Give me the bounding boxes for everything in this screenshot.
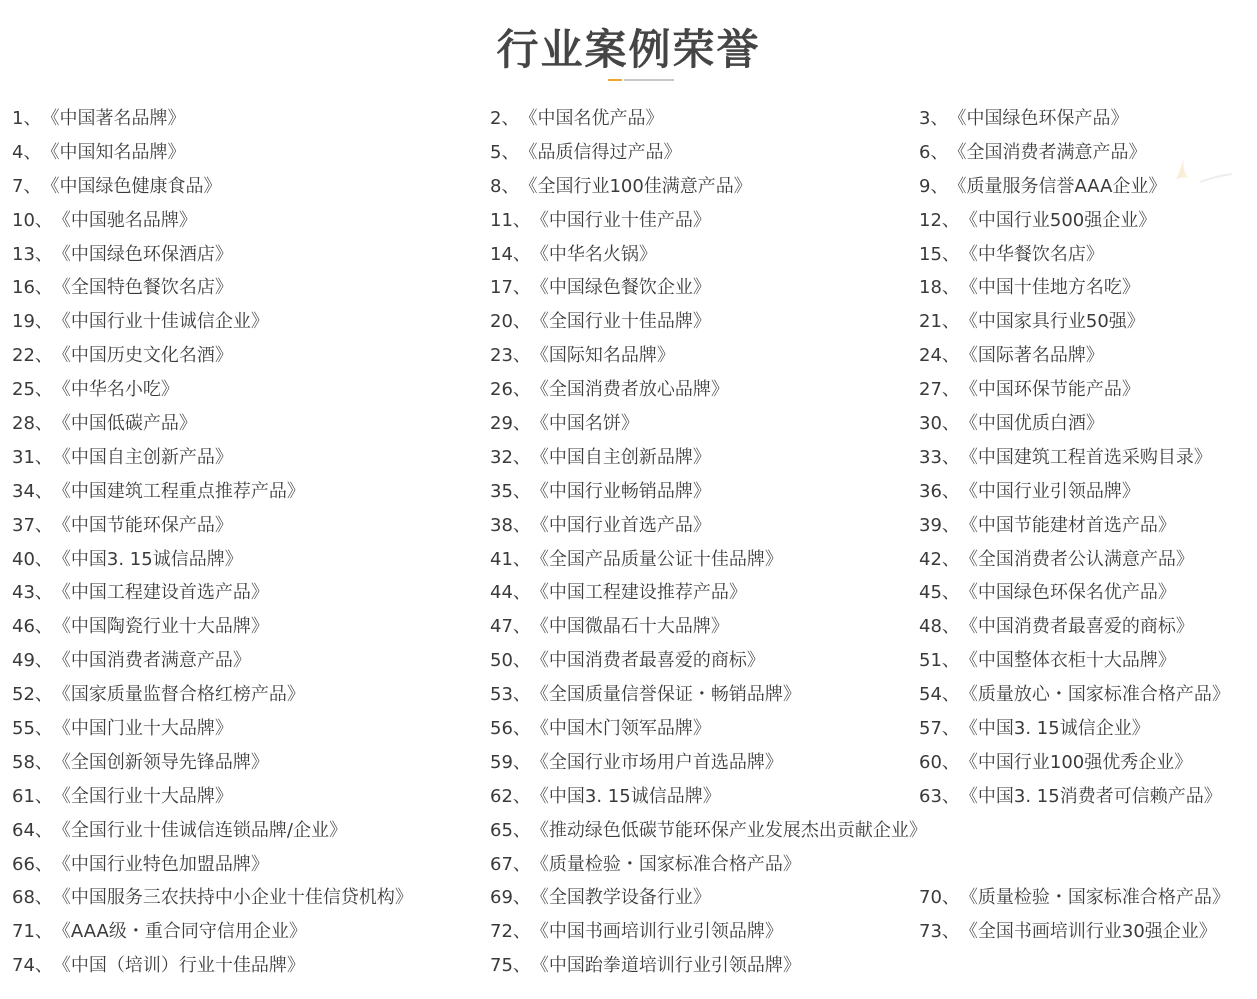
honor-name: 《中国工程建设首选产品》 bbox=[52, 582, 269, 604]
honor-item bbox=[919, 339, 1104, 373]
honor-name: 《中国3. 15诚信企业》 bbox=[959, 718, 1150, 740]
honor-item bbox=[490, 678, 801, 712]
honor-item bbox=[919, 576, 1176, 610]
honor-row bbox=[12, 848, 1257, 882]
honor-number: 21、 bbox=[919, 311, 960, 333]
honor-item bbox=[490, 746, 783, 780]
honor-name: 《中国知名品牌》 bbox=[41, 141, 186, 163]
honor-name: 《中国建筑工程首选采购目录》 bbox=[959, 446, 1212, 468]
honor-name: 《国际知名品牌》 bbox=[530, 345, 675, 367]
honor-name: 《全国行业100佳满意产品》 bbox=[519, 175, 752, 197]
honor-number: 64、 bbox=[12, 819, 53, 841]
honor-item bbox=[490, 949, 801, 983]
honor-name: 《中国跆拳道培训行业引领品牌》 bbox=[530, 955, 801, 977]
honor-number: 67、 bbox=[490, 853, 531, 875]
honor-name: 《中国绿色环保产品》 bbox=[948, 108, 1129, 129]
honor-item bbox=[12, 373, 179, 407]
honor-name: 《全国特色餐饮名店》 bbox=[52, 277, 233, 299]
honor-item bbox=[12, 475, 305, 509]
honor-number: 57、 bbox=[919, 718, 960, 740]
honor-name: 《中国工程建设推荐产品》 bbox=[530, 582, 747, 604]
honor-name: 《中国名饼》 bbox=[530, 413, 639, 435]
honor-name: 《全国行业市场用户首选品牌》 bbox=[530, 751, 783, 773]
honor-number: 31、 bbox=[12, 446, 53, 468]
honor-number: 70、 bbox=[919, 887, 960, 909]
honor-name: 《中国自主创新产品》 bbox=[52, 446, 233, 468]
honor-number: 12、 bbox=[919, 209, 960, 231]
honor-number: 35、 bbox=[490, 480, 531, 502]
honor-row bbox=[12, 102, 1257, 136]
honor-number: 62、 bbox=[490, 785, 531, 807]
honor-number: 45、 bbox=[919, 582, 960, 604]
honor-name: 《国家质量监督合格红榜产品》 bbox=[52, 684, 305, 706]
honor-item bbox=[919, 475, 1140, 509]
honor-name: 《中国木门领军品牌》 bbox=[530, 718, 711, 740]
honor-item bbox=[919, 441, 1212, 475]
honor-row bbox=[12, 644, 1257, 678]
honor-name: 《中国整体衣柜十大品牌》 bbox=[959, 650, 1176, 672]
honor-number: 42、 bbox=[919, 548, 960, 570]
honor-item bbox=[919, 136, 1146, 170]
honor-number: 4、 bbox=[12, 141, 42, 163]
honor-item bbox=[12, 848, 269, 882]
honor-number: 53、 bbox=[490, 684, 531, 706]
honor-number: 59、 bbox=[490, 751, 531, 773]
honor-item bbox=[490, 441, 711, 475]
honor-row bbox=[12, 915, 1257, 949]
honor-item bbox=[490, 610, 729, 644]
honor-row bbox=[12, 170, 1257, 204]
honor-item bbox=[490, 712, 711, 746]
honor-row bbox=[12, 949, 1257, 983]
honor-row bbox=[12, 712, 1257, 746]
honor-number: 69、 bbox=[490, 887, 531, 909]
honor-name: 《AAA级・重合同守信用企业》 bbox=[52, 921, 307, 943]
honor-item bbox=[12, 305, 269, 339]
honor-number: 34、 bbox=[12, 480, 53, 502]
honor-number: 40、 bbox=[12, 548, 53, 570]
honor-name: 《中国绿色环保酒店》 bbox=[52, 243, 233, 265]
honor-number: 72、 bbox=[490, 921, 531, 943]
honor-name: 《中国自主创新品牌》 bbox=[530, 446, 711, 468]
honor-item bbox=[919, 204, 1156, 238]
honor-name: 《中国（培训）行业十佳品牌》 bbox=[52, 955, 305, 977]
honor-item bbox=[12, 881, 413, 915]
honor-item bbox=[12, 509, 233, 543]
honor-number: 8、 bbox=[490, 175, 520, 197]
honor-row bbox=[12, 407, 1257, 441]
honor-item bbox=[490, 848, 801, 882]
honor-number: 30、 bbox=[919, 413, 960, 435]
honor-number: 50、 bbox=[490, 650, 531, 672]
honor-name: 《全国消费者放心品牌》 bbox=[530, 379, 729, 401]
honor-name: 《中国行业引领品牌》 bbox=[959, 480, 1140, 502]
honor-name: 《品质信得过产品》 bbox=[519, 141, 682, 163]
honor-item bbox=[490, 407, 639, 441]
honor-item bbox=[919, 915, 1217, 949]
honor-name: 《中国行业十佳诚信企业》 bbox=[52, 311, 269, 333]
honor-number: 6、 bbox=[919, 141, 949, 163]
honor-item bbox=[12, 712, 233, 746]
honor-name: 《质量放心・国家标准合格产品》 bbox=[959, 684, 1230, 706]
honor-name: 《中国行业畅销品牌》 bbox=[530, 480, 711, 502]
honor-name: 《中国行业100强优秀企业》 bbox=[959, 751, 1193, 773]
honor-item bbox=[919, 780, 1222, 814]
honor-number: 32、 bbox=[490, 446, 531, 468]
honor-number: 55、 bbox=[12, 718, 53, 740]
honor-name: 《中国3. 15诚信品牌》 bbox=[52, 548, 243, 570]
honor-number: 60、 bbox=[919, 751, 960, 773]
honor-number: 9、 bbox=[919, 175, 949, 197]
honor-number: 74、 bbox=[12, 955, 53, 977]
honor-number: 16、 bbox=[12, 277, 53, 299]
honor-name: 《质量检验・国家标准合格产品》 bbox=[959, 887, 1230, 909]
honor-number: 17、 bbox=[490, 277, 531, 299]
honor-item bbox=[490, 339, 675, 373]
honor-item bbox=[12, 136, 185, 170]
honor-number: 58、 bbox=[12, 751, 53, 773]
honor-number: 24、 bbox=[919, 345, 960, 367]
honor-item bbox=[919, 881, 1230, 915]
honor-number: 37、 bbox=[12, 514, 53, 536]
honor-number: 43、 bbox=[12, 582, 53, 604]
honor-name: 《中国家具行业50强》 bbox=[959, 311, 1145, 333]
honor-name: 《中国行业500强企业》 bbox=[959, 209, 1157, 231]
honor-item bbox=[12, 204, 197, 238]
honor-item bbox=[490, 576, 747, 610]
honor-number: 26、 bbox=[490, 379, 531, 401]
honor-row bbox=[12, 610, 1257, 644]
honor-item bbox=[12, 543, 243, 577]
honor-name: 《中华名火锅》 bbox=[530, 243, 657, 265]
honor-row bbox=[12, 238, 1257, 272]
honor-row bbox=[12, 204, 1257, 238]
honor-name: 《全国消费者满意产品》 bbox=[948, 141, 1147, 163]
honor-item bbox=[12, 678, 305, 712]
honor-item bbox=[490, 373, 729, 407]
honor-name: 《全国创新领导先锋品牌》 bbox=[52, 751, 269, 773]
honor-number: 2、 bbox=[490, 108, 520, 129]
honor-name: 《推动绿色低碳节能环保产业发展杰出贡献企业》 bbox=[530, 819, 927, 841]
honor-number: 27、 bbox=[919, 379, 960, 401]
honor-item bbox=[919, 407, 1104, 441]
honor-name: 《质量服务信誉AAA企业》 bbox=[948, 175, 1167, 197]
honor-name: 《中国陶瓷行业十大品牌》 bbox=[52, 616, 269, 638]
honor-name: 《全国行业十佳诚信连锁品牌/企业》 bbox=[52, 819, 347, 841]
honor-item bbox=[12, 271, 233, 305]
honor-number: 3、 bbox=[919, 108, 949, 129]
honor-item bbox=[490, 543, 783, 577]
honor-name: 《中国绿色健康食品》 bbox=[41, 175, 222, 197]
honor-number: 68、 bbox=[12, 887, 53, 909]
honor-number: 51、 bbox=[919, 650, 960, 672]
honor-row bbox=[12, 576, 1257, 610]
honor-number: 11、 bbox=[490, 209, 531, 231]
honor-name: 《中国消费者最喜爱的商标》 bbox=[959, 616, 1194, 638]
honor-number: 15、 bbox=[919, 243, 960, 265]
honor-item bbox=[490, 475, 711, 509]
honor-name: 《中国建筑工程重点推荐产品》 bbox=[52, 480, 305, 502]
honor-item bbox=[919, 610, 1194, 644]
honor-name: 《中华名小吃》 bbox=[52, 379, 179, 401]
honor-number: 1、 bbox=[12, 108, 42, 129]
honor-number: 7、 bbox=[12, 175, 42, 197]
honor-name: 《中国服务三农扶持中小企业十佳信贷机构》 bbox=[52, 887, 413, 909]
honor-item bbox=[490, 814, 927, 848]
honor-row bbox=[12, 475, 1257, 509]
honor-item bbox=[490, 644, 765, 678]
honor-item bbox=[919, 373, 1140, 407]
honor-row bbox=[12, 881, 1257, 915]
honor-name: 《中国著名品牌》 bbox=[41, 108, 186, 129]
honor-name: 《中国3. 15诚信品牌》 bbox=[530, 785, 721, 807]
honor-name: 《中国环保节能产品》 bbox=[959, 379, 1140, 401]
honor-number: 66、 bbox=[12, 853, 53, 875]
honor-name: 《中国行业特色加盟品牌》 bbox=[52, 853, 269, 875]
honor-row bbox=[12, 678, 1257, 712]
honor-row bbox=[12, 136, 1257, 170]
honor-row bbox=[12, 373, 1257, 407]
honor-item bbox=[490, 102, 663, 136]
honor-row bbox=[12, 814, 1257, 848]
page-title: 行业案例荣誉 bbox=[496, 25, 761, 74]
honor-item bbox=[12, 814, 347, 848]
honor-number: 36、 bbox=[919, 480, 960, 502]
honor-number: 25、 bbox=[12, 379, 53, 401]
honor-name: 《中国绿色环保名优产品》 bbox=[959, 582, 1176, 604]
honor-item bbox=[490, 238, 657, 272]
title-underline-rest bbox=[624, 79, 674, 81]
honor-row bbox=[12, 441, 1257, 475]
honor-name: 《中国门业十大品牌》 bbox=[52, 718, 233, 740]
honor-item bbox=[12, 746, 269, 780]
honor-name: 《中国十佳地方名吃》 bbox=[959, 277, 1140, 299]
honor-item bbox=[919, 170, 1166, 204]
honor-name: 《中华餐饮名店》 bbox=[959, 243, 1104, 265]
honor-number: 65、 bbox=[490, 819, 531, 841]
honor-number: 33、 bbox=[919, 446, 960, 468]
honor-name: 《中国3. 15消费者可信赖产品》 bbox=[959, 785, 1222, 807]
honor-number: 48、 bbox=[919, 616, 960, 638]
honor-list bbox=[12, 102, 1257, 983]
honor-name: 《中国书画培训行业引领品牌》 bbox=[530, 921, 783, 943]
honor-row bbox=[12, 305, 1257, 339]
honor-number: 75、 bbox=[490, 955, 531, 977]
honor-item bbox=[12, 238, 233, 272]
honor-item bbox=[490, 881, 711, 915]
honor-row bbox=[12, 543, 1257, 577]
honor-number: 41、 bbox=[490, 548, 531, 570]
honor-item bbox=[490, 915, 783, 949]
honor-number: 49、 bbox=[12, 650, 53, 672]
honor-item bbox=[919, 102, 1128, 136]
honor-name: 《中国名优产品》 bbox=[519, 108, 664, 129]
title-underline bbox=[608, 79, 674, 81]
honor-number: 19、 bbox=[12, 311, 53, 333]
honor-item bbox=[12, 441, 233, 475]
honor-number: 73、 bbox=[919, 921, 960, 943]
honor-item bbox=[919, 746, 1192, 780]
honor-number: 54、 bbox=[919, 684, 960, 706]
honor-row bbox=[12, 780, 1257, 814]
honor-number: 22、 bbox=[12, 345, 53, 367]
honor-name: 《中国节能环保产品》 bbox=[52, 514, 233, 536]
honor-number: 5、 bbox=[490, 141, 520, 163]
honor-row bbox=[12, 746, 1257, 780]
honor-number: 13、 bbox=[12, 243, 53, 265]
honor-item bbox=[12, 102, 185, 136]
honor-name: 《全国教学设备行业》 bbox=[530, 887, 711, 909]
honor-number: 18、 bbox=[919, 277, 960, 299]
honor-row bbox=[12, 339, 1257, 373]
honor-number: 63、 bbox=[919, 785, 960, 807]
honor-name: 《全国书画培训行业30强企业》 bbox=[959, 921, 1217, 943]
honor-item bbox=[919, 712, 1150, 746]
honor-name: 《全国质量信誉保证・畅销品牌》 bbox=[530, 684, 801, 706]
honor-number: 61、 bbox=[12, 785, 53, 807]
honor-name: 《中国低碳产品》 bbox=[52, 413, 197, 435]
honor-item bbox=[490, 204, 711, 238]
honor-number: 39、 bbox=[919, 514, 960, 536]
honor-name: 《中国优质白酒》 bbox=[959, 413, 1104, 435]
honor-number: 10、 bbox=[12, 209, 53, 231]
title-underline-accent bbox=[608, 79, 622, 81]
honor-number: 23、 bbox=[490, 345, 531, 367]
honor-number: 14、 bbox=[490, 243, 531, 265]
honor-item bbox=[919, 305, 1145, 339]
honor-item bbox=[12, 915, 307, 949]
honor-name: 《中国节能建材首选产品》 bbox=[959, 514, 1176, 536]
honor-name: 《全国行业十佳品牌》 bbox=[530, 311, 711, 333]
honor-name: 《中国绿色餐饮企业》 bbox=[530, 277, 711, 299]
honor-number: 20、 bbox=[490, 311, 531, 333]
honor-number: 29、 bbox=[490, 413, 531, 435]
honor-item bbox=[12, 339, 233, 373]
honor-number: 47、 bbox=[490, 616, 531, 638]
honor-item bbox=[490, 271, 711, 305]
honor-item bbox=[12, 780, 233, 814]
honor-name: 《中国历史文化名酒》 bbox=[52, 345, 233, 367]
honor-item bbox=[12, 949, 305, 983]
honor-item bbox=[12, 576, 269, 610]
honor-name: 《中国微晶石十大品牌》 bbox=[530, 616, 729, 638]
honor-number: 56、 bbox=[490, 718, 531, 740]
honor-number: 71、 bbox=[12, 921, 53, 943]
honor-item bbox=[490, 509, 711, 543]
honor-item bbox=[490, 136, 681, 170]
honor-name: 《全国产品质量公证十佳品牌》 bbox=[530, 548, 783, 570]
honor-item bbox=[919, 509, 1176, 543]
honor-item bbox=[490, 305, 711, 339]
honor-item bbox=[919, 543, 1194, 577]
honor-number: 44、 bbox=[490, 582, 531, 604]
honor-item bbox=[12, 610, 269, 644]
honor-number: 38、 bbox=[490, 514, 531, 536]
honor-item bbox=[919, 678, 1230, 712]
honor-name: 《国际著名品牌》 bbox=[959, 345, 1104, 367]
honor-name: 《中国驰名品牌》 bbox=[52, 209, 197, 231]
honor-name: 《中国行业首选产品》 bbox=[530, 514, 711, 536]
honor-item bbox=[919, 238, 1104, 272]
honor-number: 52、 bbox=[12, 684, 53, 706]
honor-number: 28、 bbox=[12, 413, 53, 435]
honor-item bbox=[12, 644, 251, 678]
honor-item bbox=[490, 780, 721, 814]
honor-item bbox=[919, 271, 1140, 305]
honor-item bbox=[12, 170, 221, 204]
honor-row bbox=[12, 271, 1257, 305]
honor-row bbox=[12, 509, 1257, 543]
honor-number: 46、 bbox=[12, 616, 53, 638]
honor-name: 《中国行业十佳产品》 bbox=[530, 209, 711, 231]
honor-item bbox=[490, 170, 752, 204]
honor-name: 《中国消费者满意产品》 bbox=[52, 650, 251, 672]
honor-item bbox=[12, 407, 197, 441]
honor-name: 《质量检验・国家标准合格产品》 bbox=[530, 853, 801, 875]
honor-name: 《全国消费者公认满意产品》 bbox=[959, 548, 1194, 570]
honor-name: 《全国行业十大品牌》 bbox=[52, 785, 233, 807]
honor-item bbox=[919, 644, 1176, 678]
honor-name: 《中国消费者最喜爱的商标》 bbox=[530, 650, 765, 672]
